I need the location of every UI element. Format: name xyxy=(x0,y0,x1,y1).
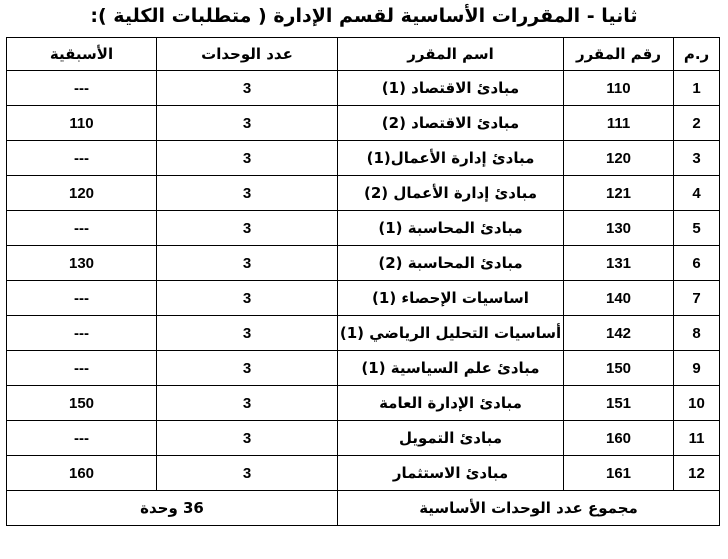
header-prereq: الأسبقية xyxy=(7,38,157,71)
course-prereq: 130 xyxy=(7,246,157,281)
course-name: اساسيات الإحصاء (1) xyxy=(338,281,564,316)
footer-row xyxy=(7,491,720,526)
course-code: 111 xyxy=(564,106,674,141)
table-row xyxy=(7,106,720,141)
course-prereq: --- xyxy=(7,71,157,106)
course-units: 3 xyxy=(157,456,338,491)
course-code: 151 xyxy=(564,386,674,421)
row-number: 4 xyxy=(674,176,720,211)
course-units: 3 xyxy=(157,141,338,176)
course-name: مبادئ الاستثمار xyxy=(338,456,564,491)
course-code: 120 xyxy=(564,141,674,176)
courses-table xyxy=(6,37,720,526)
table-row xyxy=(7,421,720,456)
course-units: 3 xyxy=(157,71,338,106)
row-number: 12 xyxy=(674,456,720,491)
table-body xyxy=(7,71,720,491)
course-units: 3 xyxy=(157,421,338,456)
course-units: 3 xyxy=(157,281,338,316)
header-no: ر.م xyxy=(674,38,720,71)
table-row xyxy=(7,386,720,421)
course-prereq: --- xyxy=(7,351,157,386)
course-name: مبادئ الإدارة العامة xyxy=(338,386,564,421)
row-number: 7 xyxy=(674,281,720,316)
course-prereq: 120 xyxy=(7,176,157,211)
course-code: 121 xyxy=(564,176,674,211)
course-code: 131 xyxy=(564,246,674,281)
header-code: رقم المقرر xyxy=(564,38,674,71)
course-code: 160 xyxy=(564,421,674,456)
table-row xyxy=(7,141,720,176)
table-row xyxy=(7,316,720,351)
page-title: ثانيا - المقررات الأساسية لقسم الإدارة ( متطلبات الكلية ): xyxy=(90,5,638,27)
table-row xyxy=(7,71,720,106)
course-prereq: --- xyxy=(7,421,157,456)
course-name: مبادئ إدارة الأعمال (2) xyxy=(338,176,564,211)
table-row xyxy=(7,246,720,281)
course-units: 3 xyxy=(157,351,338,386)
course-code: 161 xyxy=(564,456,674,491)
course-name: مبادئ الاقتصاد (2) xyxy=(338,106,564,141)
course-prereq: --- xyxy=(7,316,157,351)
course-units: 3 xyxy=(157,246,338,281)
footer-total: 36 وحدة xyxy=(7,491,338,526)
course-units: 3 xyxy=(157,176,338,211)
course-code: 142 xyxy=(564,316,674,351)
table-row xyxy=(7,176,720,211)
footer-label: مجموع عدد الوحدات الأساسية xyxy=(338,491,720,526)
row-number: 5 xyxy=(674,211,720,246)
course-units: 3 xyxy=(157,106,338,141)
course-name: أساسيات التحليل الرياضي (1) xyxy=(338,316,564,351)
course-name: مبادئ المحاسبة (1) xyxy=(338,211,564,246)
course-name: مبادئ المحاسبة (2) xyxy=(338,246,564,281)
course-code: 140 xyxy=(564,281,674,316)
course-code: 110 xyxy=(564,71,674,106)
course-name: مبادئ الاقتصاد (1) xyxy=(338,71,564,106)
table-row xyxy=(7,456,720,491)
course-code: 130 xyxy=(564,211,674,246)
course-name: مبادئ إدارة الأعمال(1) xyxy=(338,141,564,176)
course-name: مبادئ علم السياسية (1) xyxy=(338,351,564,386)
course-prereq: 110 xyxy=(7,106,157,141)
course-units: 3 xyxy=(157,316,338,351)
table-row xyxy=(7,211,720,246)
row-number: 10 xyxy=(674,386,720,421)
header-units: عدد الوحدات xyxy=(157,38,338,71)
header-row xyxy=(7,38,720,71)
row-number: 2 xyxy=(674,106,720,141)
row-number: 11 xyxy=(674,421,720,456)
course-prereq: 150 xyxy=(7,386,157,421)
course-prereq: --- xyxy=(7,211,157,246)
course-code: 150 xyxy=(564,351,674,386)
row-number: 6 xyxy=(674,246,720,281)
row-number: 9 xyxy=(674,351,720,386)
table-row xyxy=(7,351,720,386)
course-prereq: 160 xyxy=(7,456,157,491)
course-prereq: --- xyxy=(7,281,157,316)
header-name: اسم المقرر xyxy=(338,38,564,71)
table-row xyxy=(7,281,720,316)
course-name: مبادئ التمويل xyxy=(338,421,564,456)
course-units: 3 xyxy=(157,386,338,421)
row-number: 8 xyxy=(674,316,720,351)
row-number: 1 xyxy=(674,71,720,106)
course-prereq: --- xyxy=(7,141,157,176)
course-units: 3 xyxy=(157,211,338,246)
row-number: 3 xyxy=(674,141,720,176)
